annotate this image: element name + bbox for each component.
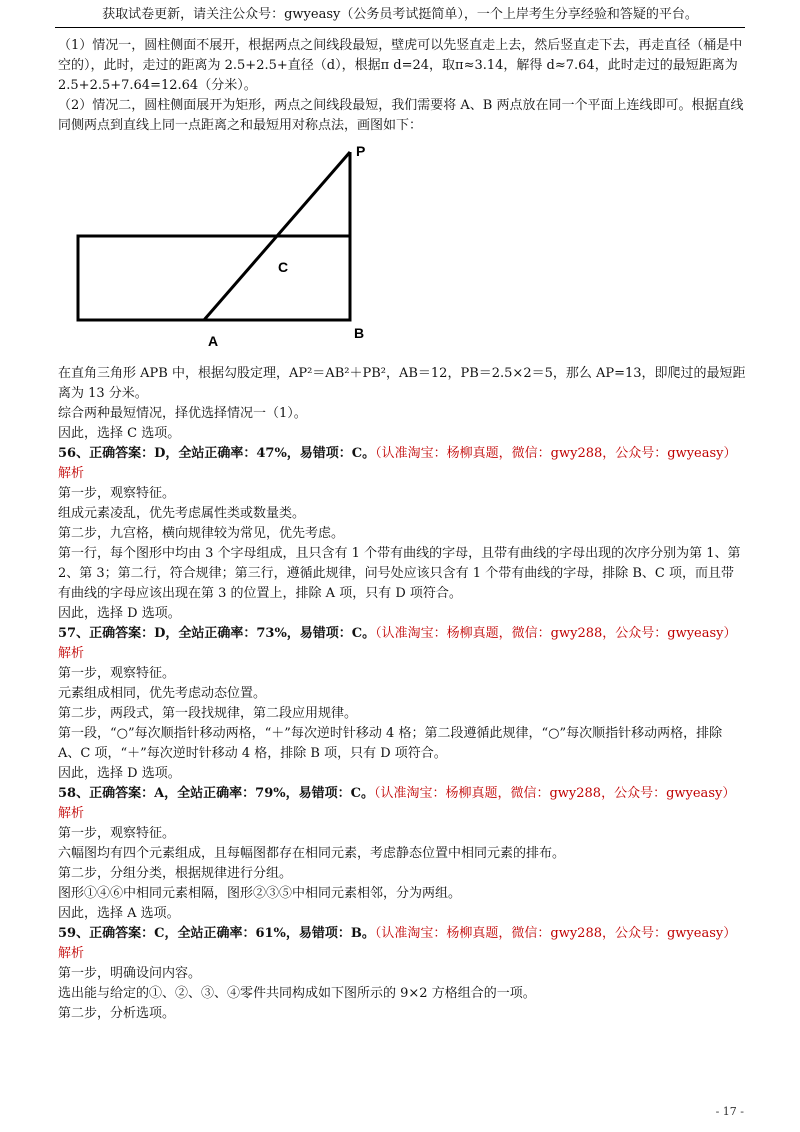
ad-58: （认准淘宝：杨柳真题，微信：gwy288，公众号：gwyeasy） [373, 786, 736, 801]
q59-line-2: 选出能与给定的①、②、③、④零件共同构成如下图所示的 9×2 方格组合的一项。 [58, 986, 536, 1001]
q57-line-4: 第一段，“○”每次顺指针移动两格，“＋”每次逆时针移动 4 格；第二段遵循此规律，“○”每次顺指针移动两格，排除 A、C 项，“＋”每次逆时针移动 4 格，排除 B 项，只有 D 项符合。 [58, 726, 723, 761]
q58-line-2: 六幅图均有四个元素组成，且每幅图都存在相同元素，考虑静态位置中相同元素的排布。 [58, 846, 566, 861]
unfolded-cylinder-figure [76, 144, 396, 354]
q57-line-2: 元素组成相同，优先考虑动态位置。 [58, 686, 267, 701]
ad-59: （认准淘宝：杨柳真题，微信：gwy288，公众号：gwyeasy） [374, 926, 737, 941]
q59-line-1: 第一步，明确设问内容。 [58, 966, 202, 981]
page-content [58, 36, 746, 1024]
paragraph-answer: 因此，选择 C 选项。 [58, 426, 181, 441]
q59-line-3: 第二步，分析选项。 [58, 1006, 176, 1021]
paragraph-case-two: （2）情况二，圆柱侧面展开为矩形，两点之间线段最短，我们需要将 A、B 两点放在同一个平面上连线即可。根据直线同侧两点到直线上同一点距离之和最短用对称点法，画图如下： [58, 98, 744, 133]
analysis-57-label: 解析 [58, 646, 85, 661]
ad-57: （认准淘宝：杨柳真题，微信：gwy288，公众号：gwyeasy） [375, 626, 737, 641]
question-57-heading [58, 624, 746, 644]
paragraph-conclusion: 综合两种最短情况，择优选择情况一（1）。 [58, 406, 307, 421]
q58-line-1: 第一步，观察特征。 [58, 826, 176, 841]
page-header: 获取试卷更新，请关注公众号：gwyeasy（公务员考试挺简单），一个上岸考生分享经验和答疑的平台。 [55, 6, 745, 28]
q57-line-3: 第二步，两段式，第一段找规律，第二段应用规律。 [58, 706, 358, 721]
q56-line-1: 第一步，观察特征。 [58, 486, 176, 501]
analysis-59-label: 解析 [58, 946, 85, 961]
answer-58: 58、正确答案：A，全站正确率：79%，易错项：C。 [58, 786, 374, 801]
q56-line-5: 因此，选择 D 选项。 [58, 606, 181, 621]
q58-line-4: 图形①④⑥中相同元素相隔，图形②③⑤中相同元素相邻，分为两组。 [58, 886, 462, 901]
label-b: B [354, 325, 365, 341]
question-59-heading [58, 924, 746, 944]
q56-line-4: 第一行，每个图形中均由 3 个字母组成，且只含有 1 个带有曲线的字母，且带有曲线的字母出现的次序分别为第 1、第 2、第 3；第二行，符合规律；第三行，遵循此规律，问号处应该只含有 1 个带有曲线的字母，排除 B、C 项，而且带有曲线的字母应该出现在第 3 的位置上，排除 A 项，只有 D 项符合。 [58, 546, 741, 601]
label-a: A [208, 333, 219, 349]
q58-line-5: 因此，选择 A 选项。 [58, 906, 180, 921]
q58-line-3: 第二步，分组分类，根据规律进行分组。 [58, 866, 293, 881]
analysis-58-label: 解析 [58, 806, 85, 821]
question-58-heading [58, 784, 746, 804]
q57-line-5: 因此，选择 D 选项。 [58, 766, 181, 781]
question-56-heading [58, 444, 746, 464]
answer-59: 59、正确答案：C，全站正确率：61%，易错项：B。 [58, 926, 375, 941]
paragraph-pythagoras: 在直角三角形 APB 中，根据勾股定理，AP²＝AB²＋PB²，AB＝12，PB＝2.5×2＝5，那么 AP=13，即爬过的最短距离为 13 分米。 [58, 366, 746, 401]
page-number: - 17 - [715, 1105, 744, 1118]
q56-line-3: 第二步，九宫格，横向规律较为常见，优先考虑。 [58, 526, 345, 541]
answer-57: 57、正确答案：D，全站正确率：73%，易错项：C。 [58, 626, 376, 641]
q57-line-1: 第一步，观察特征。 [58, 666, 176, 681]
paragraph-case-one: （1）情况一，圆柱侧面不展开，根据两点之间线段最短，壁虎可以先竖直走上去，然后竖直走下去，再走直径（桶是中空的），此时，走过的距离为 2.5+2.5+直径（d），根据π d=24，取π≈3.14，解得 d≈7.64，此时走过的最短距离为 2.5+2.5+7.64=12.64（分米）。 [58, 38, 743, 93]
answer-56: 56、正确答案：D，全站正确率：47%，易错项：C。 [58, 446, 376, 461]
label-c: C [278, 259, 289, 275]
ad-56: （认准淘宝：杨柳真题，微信：gwy288，公众号：gwyeasy） [375, 446, 737, 461]
analysis-56-label: 解析 [58, 466, 85, 481]
label-p: P [356, 144, 366, 159]
q56-line-2: 组成元素凌乱，优先考虑属性类或数量类。 [58, 506, 306, 521]
